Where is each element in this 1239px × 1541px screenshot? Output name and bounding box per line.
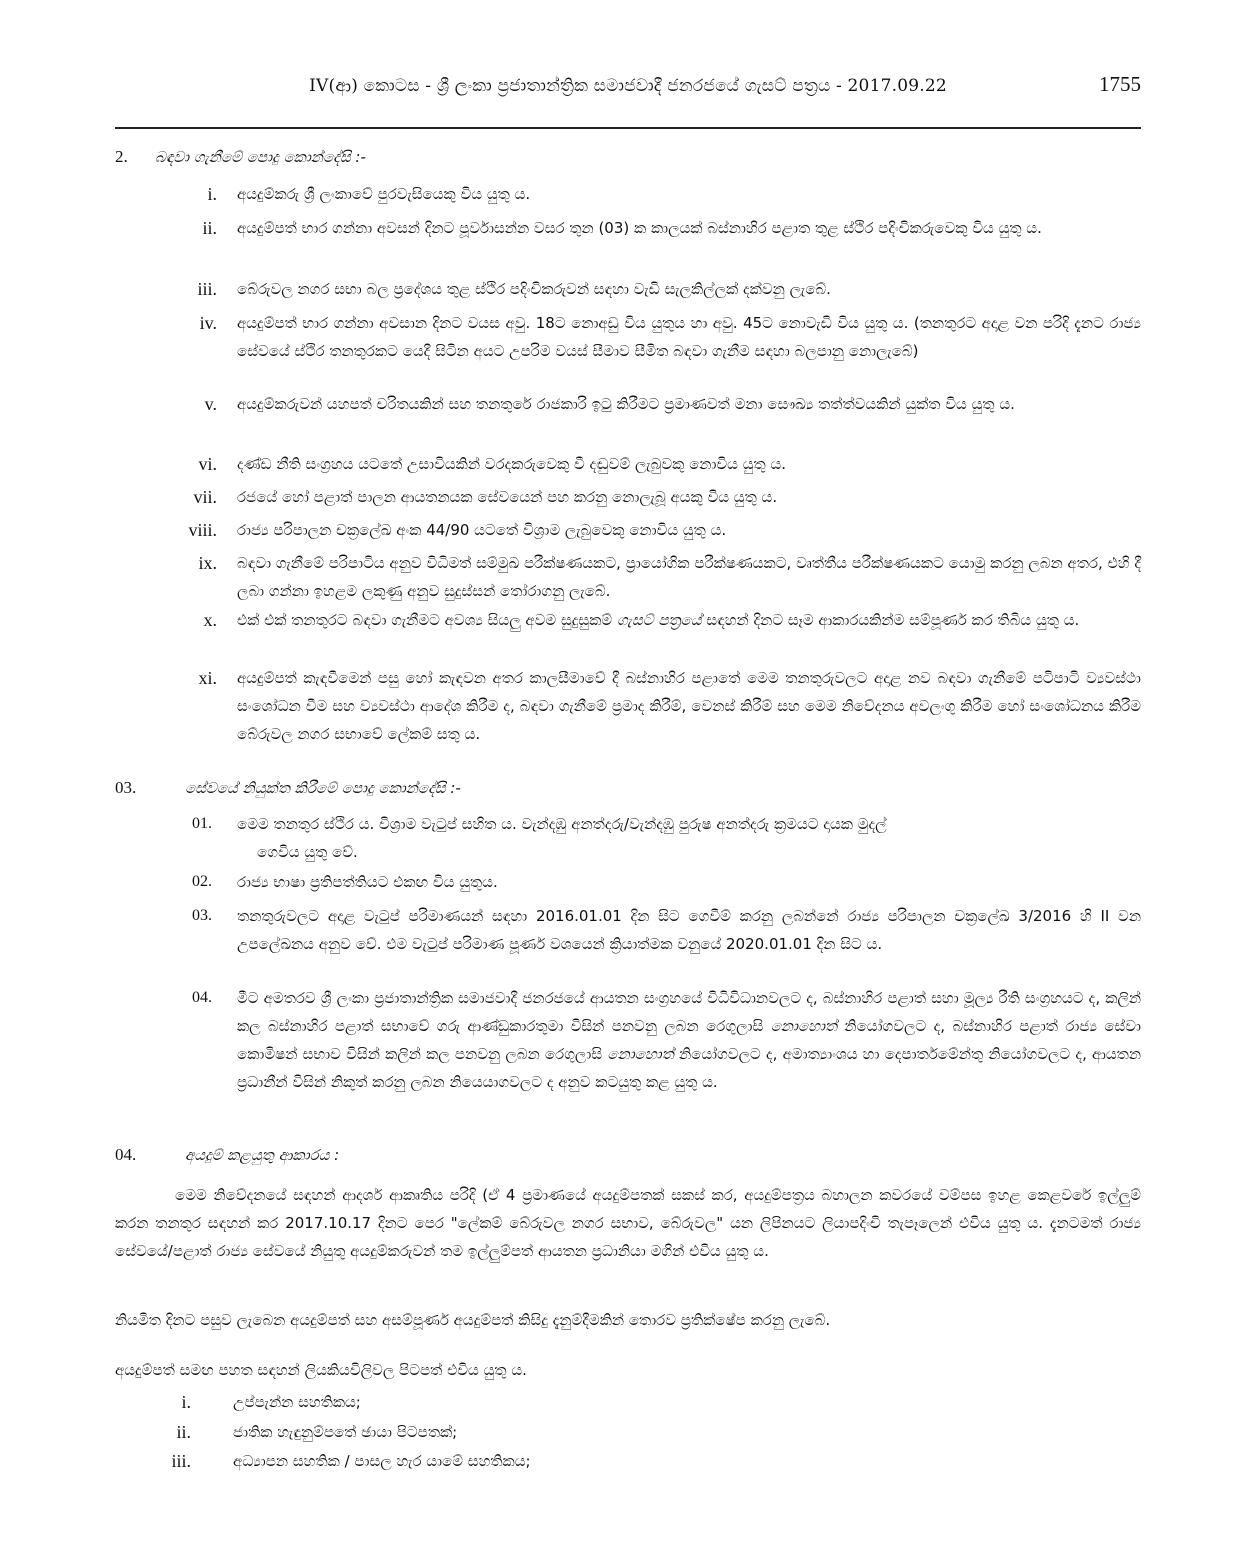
item-text: සඳහන් දිනට සෑම ආකාරයකින්ම සම්පූර්ණ කර තිබිය යුතු ය.	[701, 611, 1080, 629]
item-text: නියෝගවලට ද, අමාත්‍යාංශය හා දෙපාර්තමේන්තු නියෝගවලට ද, ආයතන ප්‍රධානීන් විසින් නිකුත් කරනු ලබන නියෙයාගවලට ද අනුව කටයුතු කළ යුතු ය.	[237, 1045, 1141, 1091]
section-title: බඳවා ගැනීමේ පොදු කොන්දේසි :-	[155, 148, 366, 166]
page-header	[115, 72, 1141, 112]
list-number: x.	[203, 610, 217, 630]
application-instructions: මෙම නිවේදනයේ සඳහන් ආදර්ශ ආකෘතිය පරිදි (ඒ 4 ප්‍රමාණයේ අයදුම්පතක් සකස් කර, අයදුම්පත්‍රය බහාලන කවරයේ වම්පස ඉහළ කෙළවරේ ඉල්ලුම් කරන තනතුර සඳහන් කර 2017.10.17 දිනට පෙර "ලේකම් බේරුවල නගර සභාව, බේරුවල" යන ලිපිනයට ලියාපදිංචි තැපෑලෙන් එවිය යුතු ය. දැනටමත් රාජ්‍ය සේවයේ/පළාත් රාජ්‍ය සේවයේ නියුතු අයදුම්කරුවන් තම ඉල්ලුම්පත් ආයතන ප්‍රධානියා මගින් එවිය යුතු ය.	[115, 1186, 1141, 1260]
list-number: ix.	[198, 553, 217, 573]
section-4-heading	[115, 1144, 339, 1166]
gazette-emphasis: ගැසට් පත්‍රයේ	[616, 611, 702, 629]
documents-intro: අයදුම්පත් සමඟ පහත සඳහන් ලියකියවිලිවල පිටපත් එවිය යුතු ය.	[115, 1361, 527, 1379]
section-number: 03.	[115, 778, 137, 797]
list-number: iii.	[171, 1451, 191, 1471]
item-text: එක් එක් තනතුරට බඳවා ගැනීමට අවශ්‍ය සියලු අවම සුදුසුකම්	[237, 611, 617, 629]
header-title: IV(ආ) කොටස - ශ්‍රී ලංකා ප්‍රජාතාන්ත්‍රික සමාජවාදී ජනරජයේ ගැසට් පත්‍රය - 2017.09.22	[309, 76, 947, 96]
emphasis-text: නොහොත්	[770, 1017, 838, 1035]
list-item	[237, 810, 1141, 866]
list-number: 02.	[192, 873, 212, 890]
list-item: උප්පැන්න සහතිකය;	[233, 1393, 361, 1411]
list-item	[237, 984, 1141, 1096]
list-item: අයදුම්පත් භාර ගන්නා අවසන් දිනට පූර්වාසන්න වසර තුන (03) ක කාලයක් බස්නාහිර පළාත තුළ ස්ථිර පදිංචිකරුවෙකු විය යුතු ය.	[237, 219, 1042, 237]
item-text: නියෝගවලට ද, බස්නාහිර පළාත් රාජ්‍ය සේවා කොමිෂන් සභාව විසින් කලින් කල පනවනු ලබන රෙගුලාසි	[237, 1017, 1141, 1063]
item-line: මෙම තනතුර ස්ථිර ය. විශ්‍රාම වැටුප් සහිත ය. වැන්දඹු අනත්දරු/වැන්දඹු පුරුෂ අනත්දරු ක්‍රමයට දායක මුදල්	[237, 815, 887, 833]
page-number: 1755	[1099, 72, 1141, 96]
section-3-heading	[115, 777, 461, 799]
list-number: iv.	[199, 313, 217, 333]
section-number: 2.	[115, 147, 128, 166]
list-number: ii.	[176, 1422, 191, 1442]
list-item: දණ්ඩ නීති සංග්‍රහය යටතේ උසාවියකින් වරදකරුවෙකු වී දඬුවම් ලැබුවකු නොවිය යුතු ය.	[237, 455, 787, 473]
item-text: මීට අමතරව ශ්‍රී ලංකා ප්‍රජාතාන්ත්‍රික සමාජවාදී ජනරජයේ ආයතන සංග්‍රහයේ විධිවිධානවලට ද, බස්නාහිර පළාත් සහා මූල්‍ය රීති සංග්‍රහයට ද, කලින් කල බස්නාහිර පළාත් සභාවේ ගරු ආණ්ඩුකාරතුමා විසින් පනවනු ලබන රෙගුලාසි	[237, 989, 1141, 1035]
list-item: අධ්‍යාපන සහතික / පාසල හැර යාමේ සහතිකය;	[233, 1452, 531, 1470]
list-item: ජාතික හැඳුනුම්පතේ ඡායා පිටපතක්;	[233, 1423, 458, 1441]
item-line: ගෙවිය යුතු වේ.	[257, 843, 358, 861]
list-number: vi.	[198, 454, 217, 474]
list-item: අයදුම්කරු ශ්‍රී ලංකාවේ පුරවැසියෙකු විය යුතු ය.	[237, 185, 531, 203]
list-item: බේරුවල නගර සභා බල ප්‍රදේශය තුළ ස්ථිර පදිංචිකරුවන් සඳහා වැඩි සැලකිල්ලක් දක්වනු ලැබේ.	[237, 280, 831, 298]
list-item: රජයේ හෝ පළාත් පාලන ආයතනයක සේවයෙන් පහ කරනු නොලැබූ අයකු විය යුතු ය.	[237, 488, 778, 506]
list-number: 03.	[192, 907, 212, 924]
list-item: බඳවා ගැනීමේ පරිපාටිය අනුව විධිමත් සම්මුඛ පරීක්ෂණයකට, ප්‍රායෝගික පරීක්ෂණයකට, වෘත්තීය පරීක්ෂණයකට යොමු කරනු ලබන අතර, එහි දී ලබා ගන්නා ඉහළම ලකුණු අනුව සුදුස්සන් තෝරාගනු ලැබේ.	[237, 554, 1141, 600]
list-item: රාජ්‍ය පරිපාලන චක්‍රලේඛ අංක 44/90 යටතේ විශ්‍රාම ලැබුවෙකු නොවිය යුතු ය.	[237, 521, 727, 539]
header-rule	[115, 127, 1141, 129]
section-number: 04.	[115, 1145, 137, 1164]
list-item: අයදුම්කරුවන් යහපත් චරිතයකින් සහ තනතුරේ රාජකාරි ඉටු කිරීමට ප්‍රමාණවත් මනා සෞඛ්‍ය තත්ත්වයකින් යුක්ත විය යුතු ය.	[237, 395, 1015, 413]
list-number: vii.	[193, 487, 217, 507]
list-number: i.	[181, 1392, 191, 1412]
list-number: xi.	[198, 668, 217, 688]
list-item: අයදුම්පත් කැඳවීමෙන් පසු හෝ කැඳවන අතර කාලසීමාවේ දී බස්නාහිර පළාතේ මෙම තනතුරුවලට අදාළ නව බඳවා ගැනීමේ පටිපාටි ව්‍යවස්ථා සංශෝධන වීම සහ ව්‍යවස්ථා ආදේශ කිරීම ද, බඳවා ගැනීමේ ප්‍රමාද කිරීම්, වෙනස් කිරීම් සහ මෙම නිවේදනය අවලංගු කිරීම හෝ සංශෝධනය කිරීම බේරුවල නගර සභාවේ ලේකම් සතු ය.	[237, 669, 1141, 743]
list-item	[237, 606, 1141, 634]
list-number: v.	[204, 394, 217, 414]
list-number: iii.	[197, 279, 217, 299]
list-number: i.	[207, 184, 217, 204]
rejection-notice: නියමිත දිනට පසුව ලැබෙන අයදුම්පත් සහ අසම්පූර්ණ අයදුම්පත් කිසිදු දැනුම්දීමකින් තොරව ප්‍රතික්ෂේප කරනු ලැබේ.	[115, 1311, 831, 1329]
emphasis-text: නොහොත්	[607, 1045, 674, 1063]
section-2-heading	[115, 146, 366, 168]
list-number: ii.	[202, 218, 217, 238]
list-number: 04.	[192, 989, 212, 1006]
list-item: අයදුම්පත් භාර ගන්නා අවසාන දිනට වයස අවු. 18ට නොඅඩු විය යුතුය හා අවු. 45ට නොවැඩි විය යුතු ය. (තනතුරට අදාළ වන පරිදි දැනට රාජ්‍ය සේවයේ ස්ථිර තනතුරකට යෙදී සිටින අයට උපරිම වයස් සීමාව සීමිත බඳවා ගැනීම සඳහා බලපානු නොලැබේ)	[237, 314, 1141, 360]
list-number: 01.	[192, 815, 212, 832]
section-title: අයදුම් කළයුතු ආකාරය :	[185, 1146, 340, 1164]
list-item: රාජ්‍ය භාෂා ප්‍රතිපත්තියට එකඟ විය යුතුය.	[237, 873, 498, 891]
section-title: සේවයේ නියුක්ත කිරීමේ පොදු කොන්දේසි :-	[185, 779, 461, 797]
list-number: viii.	[188, 520, 217, 540]
list-item: තනතුරුවලට අදාළ වැටුප් පරිමාණයන් සඳහා 2016.01.01 දින සිට ගෙවීම් කරනු ලබන්නේ රාජ්‍ය පරිපාලන චක්‍රලේඛ 3/2016 හි II වන උපලේඛනය අනුව වේ. එම වැටුප් පරිමාණ පූර්ණ වශයෙන් ක්‍රියාත්මක වනුයේ 2020.01.01 දින සිට ය.	[237, 907, 1141, 953]
